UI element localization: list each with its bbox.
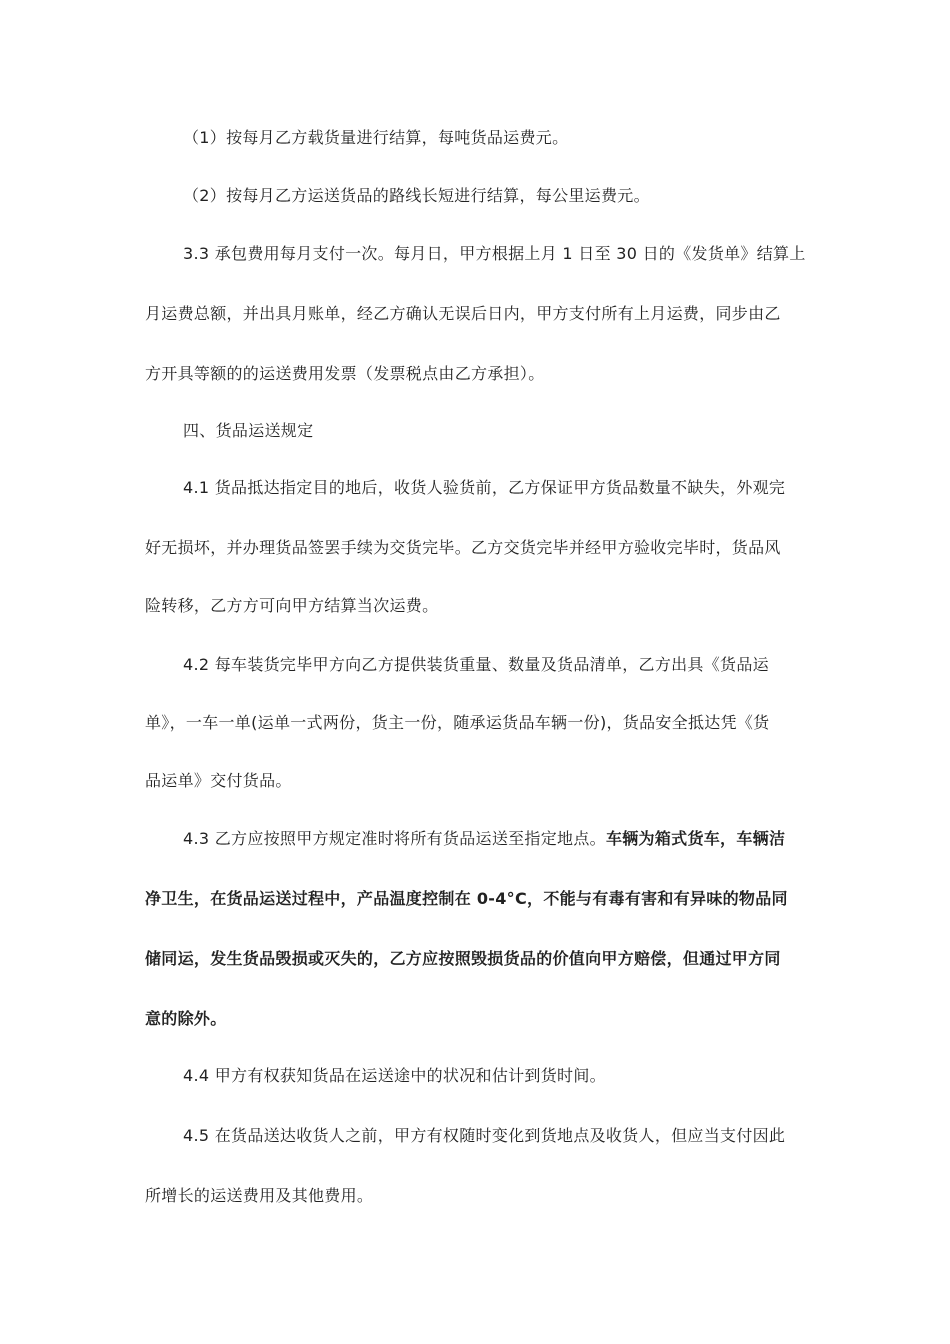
- clause-4-1-line-2: 好无损坏，并办理货品签罢手续为交货完毕。乙方交货完毕并经甲方验收完毕时，货品风: [145, 538, 781, 557]
- clause-4-2-line-1: 4.2 每车装货完毕甲方向乙方提供装货重量、数量及货品清单，乙方出具《货品运: [183, 655, 769, 674]
- clause-3-2-option-2: （2）按每月乙方运送货品的路线长短进行结算，每公里运费元。: [183, 186, 650, 205]
- clause-4-3-line-4: 意的除外。: [145, 1009, 227, 1028]
- clause-4-1-line-1: 4.1 货品抵达指定目的地后，收货人验货前，乙方保证甲方货品数量不缺失，外观完: [183, 478, 786, 497]
- clause-4-2-line-3: 品运单》交付货品。: [145, 771, 292, 790]
- clause-3-2-option-1: （1）按每月乙方载货量进行结算，每吨货品运费元。: [183, 128, 569, 147]
- clause-4-4-line-1: 4.4 甲方有权获知货品在运送途中的状况和估计到货时间。: [183, 1066, 606, 1085]
- clause-4-1-line-3: 险转移，乙方方可向甲方结算当次运费。: [145, 596, 439, 615]
- clause-4-3-line-2: 净卫生，在货品运送过程中，产品温度控制在 0-4°C，不能与有毒有害和有异味的物品同: [145, 889, 788, 908]
- clause-3-3-line-1: 3.3 承包费用每月支付一次。每月日，甲方根据上月 1 日至 30 日的《发货单》结算上: [183, 244, 806, 263]
- section-4-heading: 四、货品运送规定: [183, 421, 314, 440]
- clause-3-3-line-3: 方开具等额的的运送费用发票（发票税点由乙方承担）。: [145, 364, 545, 383]
- clause-4-3-line-1: [183, 829, 785, 849]
- clause-4-5-line-2: 所增长的运送费用及其他费用。: [145, 1186, 374, 1205]
- clause-4-2-line-2: 单》，一车一单(运单一式两份，货主一份，随承运货品车辆一份)，货品安全抵达凭《货: [145, 713, 770, 732]
- clause-3-3-line-2: 月运费总额，并出具月账单，经乙方确认无误后日内，甲方支付所有上月运费，同步由乙: [145, 304, 781, 323]
- clause-4-5-line-1: 4.5 在货品送达收货人之前，甲方有权随时变化到货地点及收货人，但应当支付因此: [183, 1126, 786, 1145]
- clause-4-3-line-3: 储同运，发生货品毁损或灭失的，乙方应按照毁损货品的价值向甲方赔偿，但通过甲方同: [145, 949, 781, 968]
- clause-4-3-normal-text: 4.3 乙方应按照甲方规定准时将所有货品运送至指定地点。: [183, 829, 606, 848]
- clause-4-3-bold-text: 车辆为箱式货车，车辆洁: [605, 829, 786, 848]
